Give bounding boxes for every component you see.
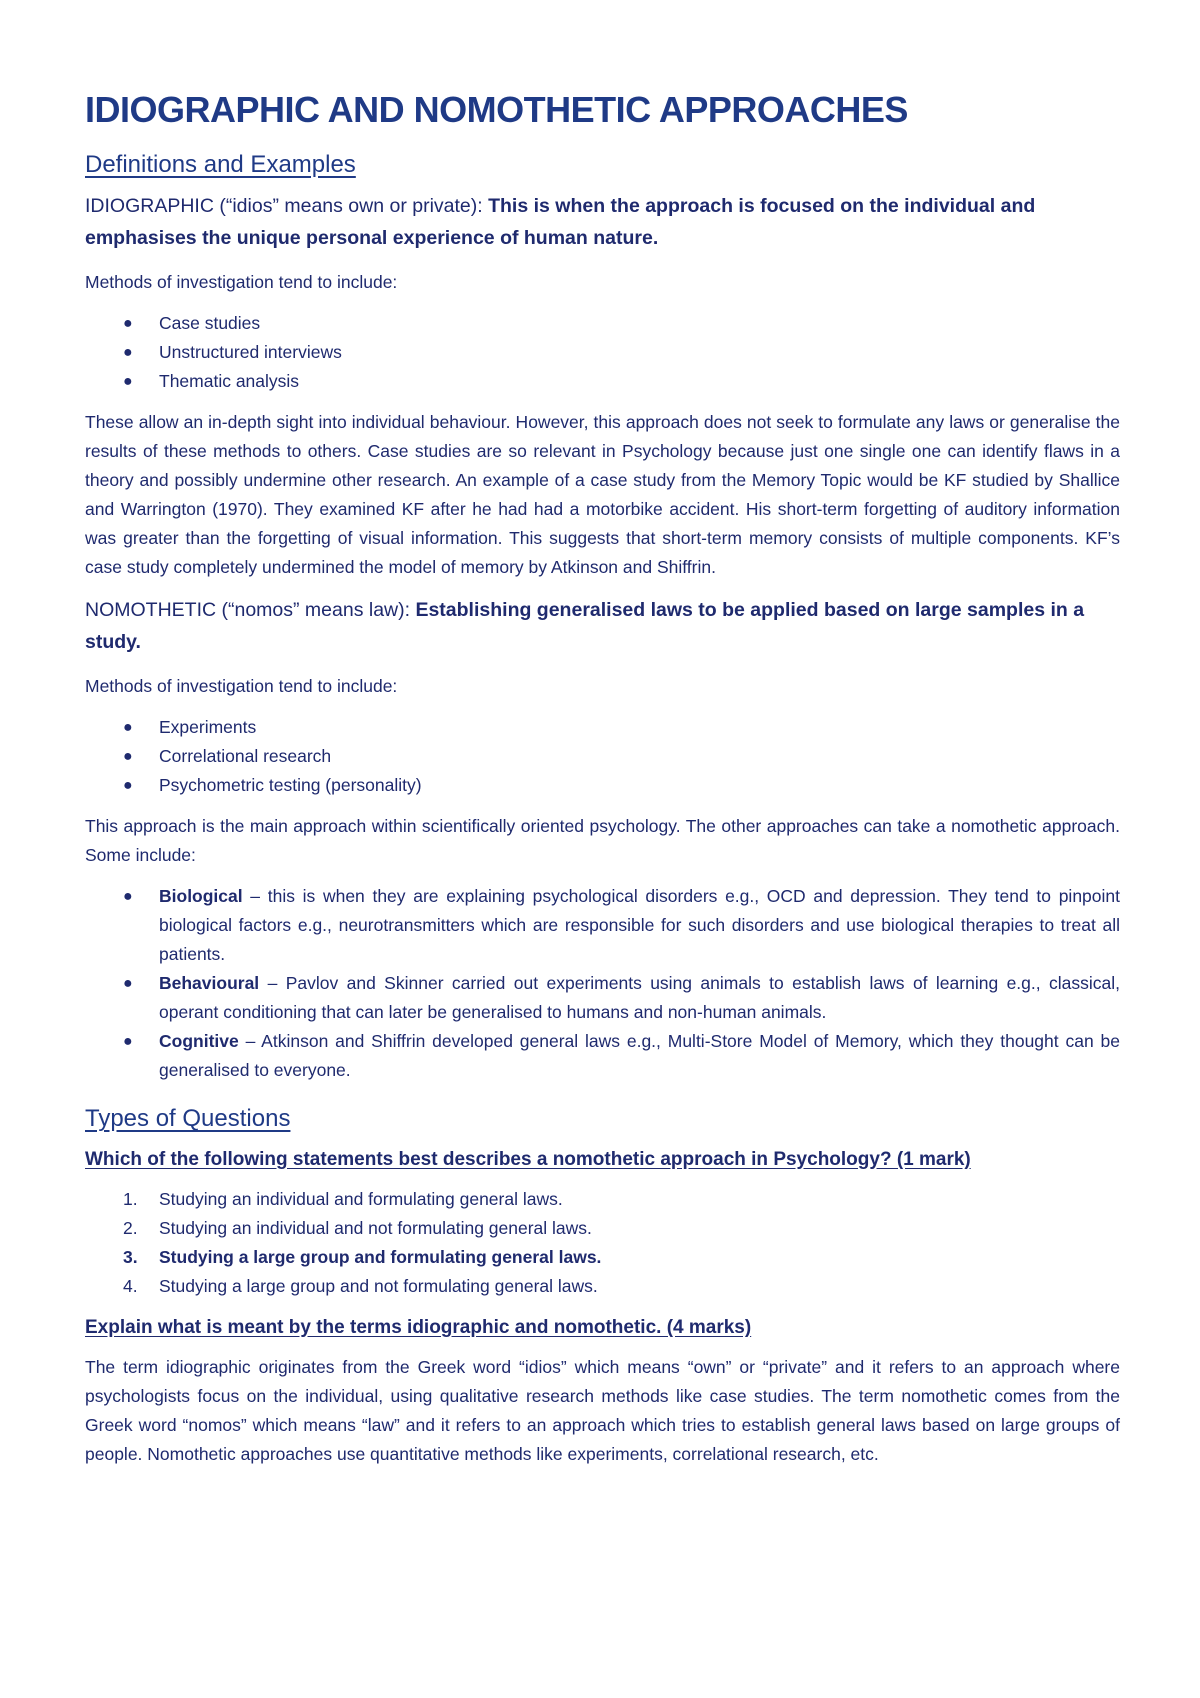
list-item-text: Psychometric testing (personality) (159, 775, 422, 796)
list-item (85, 713, 1120, 742)
nomothetic-definition (85, 594, 1120, 658)
list-item (85, 969, 1120, 1027)
list-item-text: Case studies (159, 313, 261, 334)
option-item (85, 1185, 1120, 1214)
option-text: Studying a large group and not formulating general laws. (159, 1275, 598, 1296)
idiographic-term: IDIOGRAPHIC (“idios” means own or private): (85, 195, 489, 218)
nomothetic-methods-list (85, 713, 1120, 800)
list-item (85, 1027, 1120, 1085)
bullet-icon: ● (123, 1033, 133, 1051)
option-number: 4. (123, 1275, 138, 1296)
nomothetic-definition-text: Establishing generalised laws to be applied based on large samples in a study. (85, 599, 1085, 654)
list-item-text: Experiments (159, 717, 257, 738)
question-1-options (85, 1185, 1120, 1301)
section-heading-definitions: Definitions and Examples (85, 151, 356, 179)
approach-text: – Atkinson and Shiffrin developed general laws e.g., Multi-Store Model of Memory, which they thought can be generalised to everyone. (159, 1031, 1120, 1081)
idiographic-definition (85, 190, 1120, 254)
list-item-text: Correlational research (159, 746, 332, 767)
approach-text: – Pavlov and Skinner carried out experiments using animals to establish laws of learning e.g., classical, operant conditioning that can later be generalised to humans and non-human animals. (159, 973, 1120, 1023)
option-item (85, 1272, 1120, 1301)
idiographic-definition-text: This is when the approach is focused on the individual and emphasises the unique personal experience of human nature. (85, 195, 1036, 250)
option-text: Studying an individual and formulating general laws. (159, 1188, 563, 1209)
approach-name: Behavioural (159, 973, 260, 994)
bullet-icon: ● (123, 315, 133, 333)
bullet-icon: ● (123, 748, 133, 766)
bullet-icon: ● (123, 719, 133, 737)
nomothetic-term: NOMOTHETIC (“nomos” means law): (85, 599, 416, 622)
section-heading-questions: Types of Questions (85, 1105, 291, 1133)
approaches-list (85, 882, 1120, 1085)
bullet-icon: ● (123, 373, 133, 391)
nomothetic-methods-intro: Methods of investigation tend to include: (85, 676, 398, 697)
list-item (85, 367, 1120, 396)
bullet-icon: ● (123, 975, 133, 993)
list-item-text: Thematic analysis (159, 371, 300, 392)
approach-text: – this is when they are explaining psychological disorders e.g., OCD and depression. They tend to pinpoint biological factors e.g., neurotransmitters which are responsible for such disorders and use biological therapies to treat all patients. (159, 886, 1120, 965)
question-2-answer: The term idiographic originates from the Greek word “idios” which means “own” or “private” and it refers to an approach where psychologists focus on the individual, using qualitative research methods like case studies. The term nomothetic comes from the Greek word “nomos” which means “law” and it refers to an approach which tries to establish general laws based on large groups of people. Nomothetic approaches use quantitative methods like experiments, correlational research, etc. (85, 1356, 1120, 1464)
bullet-icon: ● (123, 777, 133, 795)
list-item (85, 742, 1120, 771)
option-number: 3. (123, 1246, 138, 1267)
list-item (85, 771, 1120, 800)
bullet-icon: ● (123, 344, 133, 362)
option-text: Studying a large group and formulating general laws. (159, 1246, 602, 1267)
list-item (85, 882, 1120, 969)
idiographic-methods-intro: Methods of investigation tend to include: (85, 272, 398, 293)
document-page (85, 88, 1120, 1481)
page-title: IDIOGRAPHIC AND NOMOTHETIC APPROACHES (85, 89, 908, 130)
list-item (85, 309, 1120, 338)
option-text: Studying an individual and not formulating general laws. (159, 1217, 592, 1238)
option-number: 1. (123, 1188, 138, 1209)
option-number: 2. (123, 1217, 138, 1238)
idiographic-paragraph: These allow an in-depth sight into individual behaviour. However, this approach does not seek to formulate any laws or generalise the results of these methods to others. Case studies are so relevant in Psychology because just one single one can identify flaws in a theory and possibly undermine other research. An example of a case study from the Memory Topic would be KF studied by Shallice and Warrington (1970). They examined KF after he had had a motorbike accident. His short-term forgetting of auditory information was greater than the forgetting of visual information. This suggests that short-term memory consists of multiple components. KF’s case study completely undermined the model of memory by Atkinson and Shiffrin. (85, 412, 1120, 578)
option-item-correct (85, 1243, 1120, 1272)
nomothetic-paragraph: This approach is the main approach within scientifically oriented psychology. The other approaches can take a nomothetic approach. Some include: (85, 816, 1120, 866)
idiographic-methods-list (85, 309, 1120, 396)
option-item (85, 1214, 1120, 1243)
question-1: Which of the following statements best describes a nomothetic approach in Psychology? (1 mark) (85, 1148, 971, 1170)
bullet-icon: ● (123, 888, 133, 906)
list-item-text: Unstructured interviews (159, 342, 342, 363)
question-2: Explain what is meant by the terms idiographic and nomothetic. (4 marks) (85, 1316, 752, 1338)
approach-name: Biological (159, 886, 243, 907)
approach-name: Cognitive (159, 1031, 239, 1052)
list-item (85, 338, 1120, 367)
